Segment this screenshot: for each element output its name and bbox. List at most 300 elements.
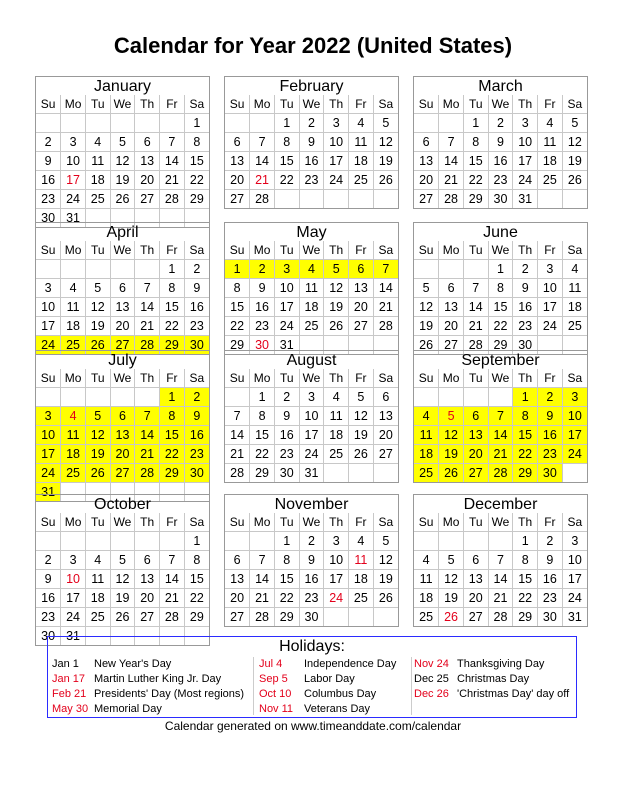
day-cell: 7 [160, 133, 185, 152]
day-cell: 25 [562, 317, 587, 336]
day-cell: 25 [414, 608, 439, 627]
weekday-header: Th [513, 513, 538, 532]
weekday-header: Sa [184, 95, 209, 114]
day-cell: 27 [135, 190, 160, 209]
holiday-row [259, 687, 396, 702]
day-cell: 25 [85, 190, 110, 209]
day-cell: 5 [349, 388, 374, 407]
weekday-header: Tu [85, 95, 110, 114]
day-cell: 15 [184, 570, 209, 589]
day-cell: 4 [414, 407, 439, 426]
weekday-header: Sa [562, 513, 587, 532]
day-cell: 4 [85, 133, 110, 152]
day-cell: 28 [160, 190, 185, 209]
day-cell: 7 [160, 551, 185, 570]
weekday-header: Tu [85, 241, 110, 260]
day-cell: 21 [488, 589, 513, 608]
weekday-header: Fr [349, 369, 374, 388]
day-cell: 28 [463, 336, 488, 355]
day-cell: 9 [538, 407, 563, 426]
day-cell: 11 [349, 133, 374, 152]
day-cell: 8 [488, 279, 513, 298]
day-cell: 29 [160, 336, 185, 355]
day-cell: 26 [562, 171, 587, 190]
month-july [35, 350, 210, 502]
holiday-date: Nov 24 [414, 658, 449, 670]
month-june [413, 222, 588, 355]
day-cell: 10 [324, 133, 349, 152]
day-cell: 11 [61, 426, 86, 445]
empty-cell [61, 114, 86, 133]
month-may [224, 222, 399, 355]
empty-cell [135, 532, 160, 551]
day-cell: 11 [538, 133, 563, 152]
weekday-header: Sa [373, 369, 398, 388]
day-cell: 18 [299, 298, 324, 317]
day-cell: 6 [225, 551, 250, 570]
day-cell: 22 [250, 445, 275, 464]
day-cell: 17 [274, 298, 299, 317]
day-cell: 29 [160, 464, 185, 483]
day-cell: 21 [373, 298, 398, 317]
holiday-name: Presidents' Day (Most regions) [94, 688, 245, 700]
day-cell: 5 [85, 279, 110, 298]
day-cell: 10 [36, 298, 61, 317]
day-cell: 28 [488, 608, 513, 627]
weekday-header: Su [225, 241, 250, 260]
day-cell: 19 [373, 152, 398, 171]
weekday-header: Fr [349, 513, 374, 532]
weekday-header: Mo [439, 95, 464, 114]
weekday-header: We [299, 95, 324, 114]
day-cell: 3 [61, 551, 86, 570]
day-cell: 15 [225, 298, 250, 317]
day-cell: 13 [135, 570, 160, 589]
day-cell: 6 [463, 407, 488, 426]
day-cell: 1 [274, 532, 299, 551]
day-cell: 12 [349, 407, 374, 426]
day-cell: 12 [562, 133, 587, 152]
day-cell: 28 [135, 464, 160, 483]
holiday-name: Columbus Day [304, 688, 377, 700]
day-cell: 21 [439, 171, 464, 190]
day-cell: 7 [250, 551, 275, 570]
day-cell: 20 [135, 171, 160, 190]
day-cell: 24 [61, 190, 86, 209]
month-name: June [483, 224, 518, 241]
weekday-header: Th [513, 369, 538, 388]
day-cell: 1 [513, 388, 538, 407]
day-cell: 16 [250, 298, 275, 317]
day-cell: 10 [562, 407, 587, 426]
day-cell: 31 [61, 209, 86, 228]
day-cell: 1 [513, 532, 538, 551]
holiday-name: Martin Luther King Jr. Day [94, 673, 222, 685]
empty-cell [488, 388, 513, 407]
day-cell: 11 [61, 298, 86, 317]
day-cell: 7 [488, 407, 513, 426]
day-cell: 29 [225, 336, 250, 355]
day-cell: 4 [562, 260, 587, 279]
weekday-header: Fr [160, 369, 185, 388]
month-april [35, 222, 210, 355]
day-cell: 14 [488, 426, 513, 445]
day-cell: 29 [513, 608, 538, 627]
weekday-header: Tu [274, 513, 299, 532]
day-cell: 16 [299, 152, 324, 171]
weekday-header: Th [324, 513, 349, 532]
month-september [413, 350, 588, 483]
weekday-header: Sa [373, 241, 398, 260]
day-cell: 21 [250, 171, 275, 190]
day-cell: 21 [135, 317, 160, 336]
holidays-column [52, 657, 244, 717]
empty-cell [160, 532, 185, 551]
holiday-row [259, 702, 396, 717]
day-cell: 8 [513, 407, 538, 426]
day-cell: 7 [488, 551, 513, 570]
day-cell: 10 [324, 551, 349, 570]
day-cell: 26 [439, 464, 464, 483]
day-cell: 16 [36, 589, 61, 608]
day-cell: 5 [85, 407, 110, 426]
weekday-header: We [299, 369, 324, 388]
holiday-date: Oct 10 [259, 688, 292, 700]
day-cell: 6 [225, 133, 250, 152]
day-cell: 22 [225, 317, 250, 336]
weekday-header: Tu [463, 241, 488, 260]
day-cell: 20 [414, 171, 439, 190]
weekday-header: We [110, 513, 135, 532]
weekday-header: Th [135, 513, 160, 532]
day-cell: 25 [299, 317, 324, 336]
day-cell: 8 [160, 279, 185, 298]
day-cell: 27 [135, 608, 160, 627]
holiday-date: Feb 21 [52, 688, 87, 700]
empty-cell [414, 388, 439, 407]
month-name: February [279, 78, 344, 95]
day-cell: 18 [538, 152, 563, 171]
day-cell: 24 [274, 317, 299, 336]
weekday-header: Tu [85, 369, 110, 388]
weekday-header: Fr [349, 95, 374, 114]
weekday-header: Th [135, 95, 160, 114]
empty-cell [250, 114, 275, 133]
month-august [224, 350, 399, 483]
day-cell: 24 [562, 589, 587, 608]
weekday-header: We [110, 95, 135, 114]
day-cell: 3 [61, 133, 86, 152]
day-cell: 16 [299, 570, 324, 589]
day-cell: 11 [85, 152, 110, 171]
day-cell: 28 [225, 464, 250, 483]
weekday-header: Su [36, 369, 61, 388]
month-name: January [94, 78, 151, 95]
month-january [35, 76, 210, 228]
day-cell: 9 [274, 407, 299, 426]
day-cell: 14 [135, 298, 160, 317]
day-cell: 12 [373, 133, 398, 152]
day-cell: 8 [274, 551, 299, 570]
day-cell: 23 [250, 317, 275, 336]
empty-cell [61, 532, 86, 551]
day-cell: 12 [439, 570, 464, 589]
day-cell: 26 [349, 445, 374, 464]
empty-cell [463, 388, 488, 407]
empty-cell [36, 388, 61, 407]
day-cell: 14 [160, 570, 185, 589]
empty-cell [110, 388, 135, 407]
day-cell: 23 [274, 445, 299, 464]
day-cell: 25 [349, 171, 374, 190]
weekday-header: Mo [250, 369, 275, 388]
day-cell: 23 [538, 445, 563, 464]
day-cell: 10 [538, 279, 563, 298]
day-cell: 24 [324, 589, 349, 608]
day-cell: 25 [349, 589, 374, 608]
weekday-header: Mo [61, 95, 86, 114]
day-cell: 11 [85, 570, 110, 589]
weekday-header: We [488, 241, 513, 260]
empty-cell [225, 532, 250, 551]
weekday-header: Th [513, 241, 538, 260]
empty-cell [36, 532, 61, 551]
day-cell: 9 [488, 133, 513, 152]
day-cell: 13 [463, 570, 488, 589]
day-cell: 22 [184, 589, 209, 608]
weekday-header: Su [414, 241, 439, 260]
empty-cell [135, 260, 160, 279]
day-cell: 5 [324, 260, 349, 279]
weekday-header: Sa [184, 241, 209, 260]
day-cell: 22 [160, 317, 185, 336]
weekday-header: Su [225, 513, 250, 532]
day-cell: 26 [110, 608, 135, 627]
empty-cell [324, 608, 349, 627]
day-cell: 5 [110, 133, 135, 152]
empty-cell [488, 532, 513, 551]
day-cell: 17 [61, 171, 86, 190]
day-cell: 3 [274, 260, 299, 279]
day-cell: 8 [160, 407, 185, 426]
weekday-header: Su [36, 241, 61, 260]
day-cell: 31 [274, 336, 299, 355]
weekday-header: Mo [61, 241, 86, 260]
day-cell: 4 [349, 114, 374, 133]
day-cell: 17 [324, 152, 349, 171]
day-cell: 11 [299, 279, 324, 298]
day-cell: 5 [373, 532, 398, 551]
weekday-header: Fr [538, 513, 563, 532]
holiday-row [414, 687, 569, 702]
day-cell: 6 [463, 551, 488, 570]
holiday-date: Dec 25 [414, 673, 449, 685]
weekday-header: Fr [538, 95, 563, 114]
weekday-header: Tu [274, 241, 299, 260]
day-cell: 10 [61, 152, 86, 171]
weekday-header: Th [513, 95, 538, 114]
day-cell: 3 [562, 532, 587, 551]
empty-cell [36, 114, 61, 133]
holiday-date: Jan 17 [52, 673, 86, 685]
day-cell: 6 [373, 388, 398, 407]
day-cell: 2 [299, 114, 324, 133]
month-november [224, 494, 399, 627]
day-cell: 19 [110, 171, 135, 190]
day-cell: 28 [373, 317, 398, 336]
day-cell: 2 [488, 114, 513, 133]
day-cell: 20 [135, 589, 160, 608]
day-cell: 30 [299, 608, 324, 627]
weekday-header: Mo [250, 241, 275, 260]
day-cell: 1 [184, 114, 209, 133]
day-cell: 18 [61, 445, 86, 464]
weekday-header: Su [225, 95, 250, 114]
weekday-header: Mo [250, 95, 275, 114]
day-cell: 14 [250, 152, 275, 171]
day-cell: 13 [225, 152, 250, 171]
day-cell: 4 [61, 279, 86, 298]
day-cell: 15 [274, 152, 299, 171]
day-cell: 30 [184, 464, 209, 483]
empty-cell [324, 464, 349, 483]
weekday-header: Fr [349, 241, 374, 260]
day-cell: 23 [36, 190, 61, 209]
day-cell: 19 [85, 317, 110, 336]
day-cell: 5 [562, 114, 587, 133]
day-cell: 14 [488, 570, 513, 589]
day-cell: 29 [184, 190, 209, 209]
day-cell: 3 [36, 279, 61, 298]
day-cell: 30 [184, 336, 209, 355]
day-cell: 20 [463, 589, 488, 608]
holiday-date: Nov 11 [259, 703, 294, 715]
month-name: August [286, 352, 337, 369]
day-cell: 21 [160, 589, 185, 608]
day-cell: 15 [513, 570, 538, 589]
month-name: September [461, 352, 540, 369]
day-cell: 20 [110, 317, 135, 336]
empty-cell [85, 260, 110, 279]
day-cell: 27 [373, 445, 398, 464]
day-cell: 11 [414, 426, 439, 445]
day-cell: 18 [562, 298, 587, 317]
weekday-header: Mo [250, 513, 275, 532]
day-cell: 29 [250, 464, 275, 483]
empty-cell [299, 190, 324, 209]
holidays-divider [253, 657, 254, 715]
day-cell: 14 [135, 426, 160, 445]
day-cell: 14 [250, 570, 275, 589]
empty-cell [135, 114, 160, 133]
weekday-header: Th [135, 369, 160, 388]
day-cell: 22 [513, 445, 538, 464]
empty-cell [439, 260, 464, 279]
weekday-header: Su [225, 369, 250, 388]
day-cell: 23 [513, 317, 538, 336]
weekday-header: Tu [85, 513, 110, 532]
day-cell: 25 [538, 171, 563, 190]
day-cell: 8 [225, 279, 250, 298]
day-cell: 24 [36, 464, 61, 483]
empty-cell [463, 532, 488, 551]
day-cell: 24 [562, 445, 587, 464]
weekday-header: Tu [274, 369, 299, 388]
holiday-name: 'Christmas Day' day off [457, 688, 570, 700]
weekday-header: Fr [538, 241, 563, 260]
empty-cell [414, 260, 439, 279]
weekday-header: Tu [463, 95, 488, 114]
day-cell: 15 [160, 426, 185, 445]
holiday-date: May 30 [52, 703, 89, 715]
day-cell: 5 [439, 407, 464, 426]
empty-cell [61, 260, 86, 279]
weekday-header: We [488, 513, 513, 532]
day-cell: 8 [274, 133, 299, 152]
day-cell: 18 [85, 589, 110, 608]
day-cell: 14 [160, 152, 185, 171]
day-cell: 22 [463, 171, 488, 190]
weekday-header: Tu [274, 95, 299, 114]
day-cell: 31 [513, 190, 538, 209]
holiday-name: Memorial Day [94, 703, 162, 715]
day-cell: 5 [439, 551, 464, 570]
holidays-divider [411, 657, 412, 715]
day-cell: 19 [414, 317, 439, 336]
day-cell: 26 [373, 589, 398, 608]
empty-cell [274, 190, 299, 209]
holiday-row [52, 702, 244, 717]
day-cell: 30 [513, 336, 538, 355]
empty-cell [439, 114, 464, 133]
weekday-header: Su [36, 95, 61, 114]
day-cell: 18 [61, 317, 86, 336]
day-cell: 10 [562, 551, 587, 570]
day-cell: 27 [463, 464, 488, 483]
day-cell: 9 [184, 279, 209, 298]
day-cell: 19 [373, 570, 398, 589]
empty-cell [349, 190, 374, 209]
day-cell: 2 [513, 260, 538, 279]
day-cell: 30 [36, 627, 61, 646]
holiday-date: Jan 1 [52, 658, 79, 670]
holiday-row [52, 687, 244, 702]
day-cell: 9 [184, 407, 209, 426]
page-title: Calendar for Year 2022 (United States) [113, 33, 513, 58]
day-cell: 26 [85, 464, 110, 483]
day-cell: 27 [349, 317, 374, 336]
day-cell: 7 [250, 133, 275, 152]
day-cell: 11 [324, 407, 349, 426]
day-cell: 19 [349, 426, 374, 445]
day-cell: 4 [324, 388, 349, 407]
weekday-header: Tu [463, 513, 488, 532]
day-cell: 23 [488, 171, 513, 190]
day-cell: 26 [85, 336, 110, 355]
month-name: October [94, 496, 151, 513]
day-cell: 21 [160, 171, 185, 190]
day-cell: 3 [562, 388, 587, 407]
day-cell: 19 [324, 298, 349, 317]
day-cell: 13 [439, 298, 464, 317]
day-cell: 1 [225, 260, 250, 279]
holiday-name: Christmas Day [457, 673, 530, 685]
day-cell: 8 [184, 551, 209, 570]
weekday-header: We [110, 241, 135, 260]
holiday-date: Jul 4 [259, 658, 283, 670]
day-cell: 6 [110, 279, 135, 298]
weekday-header: Sa [373, 95, 398, 114]
